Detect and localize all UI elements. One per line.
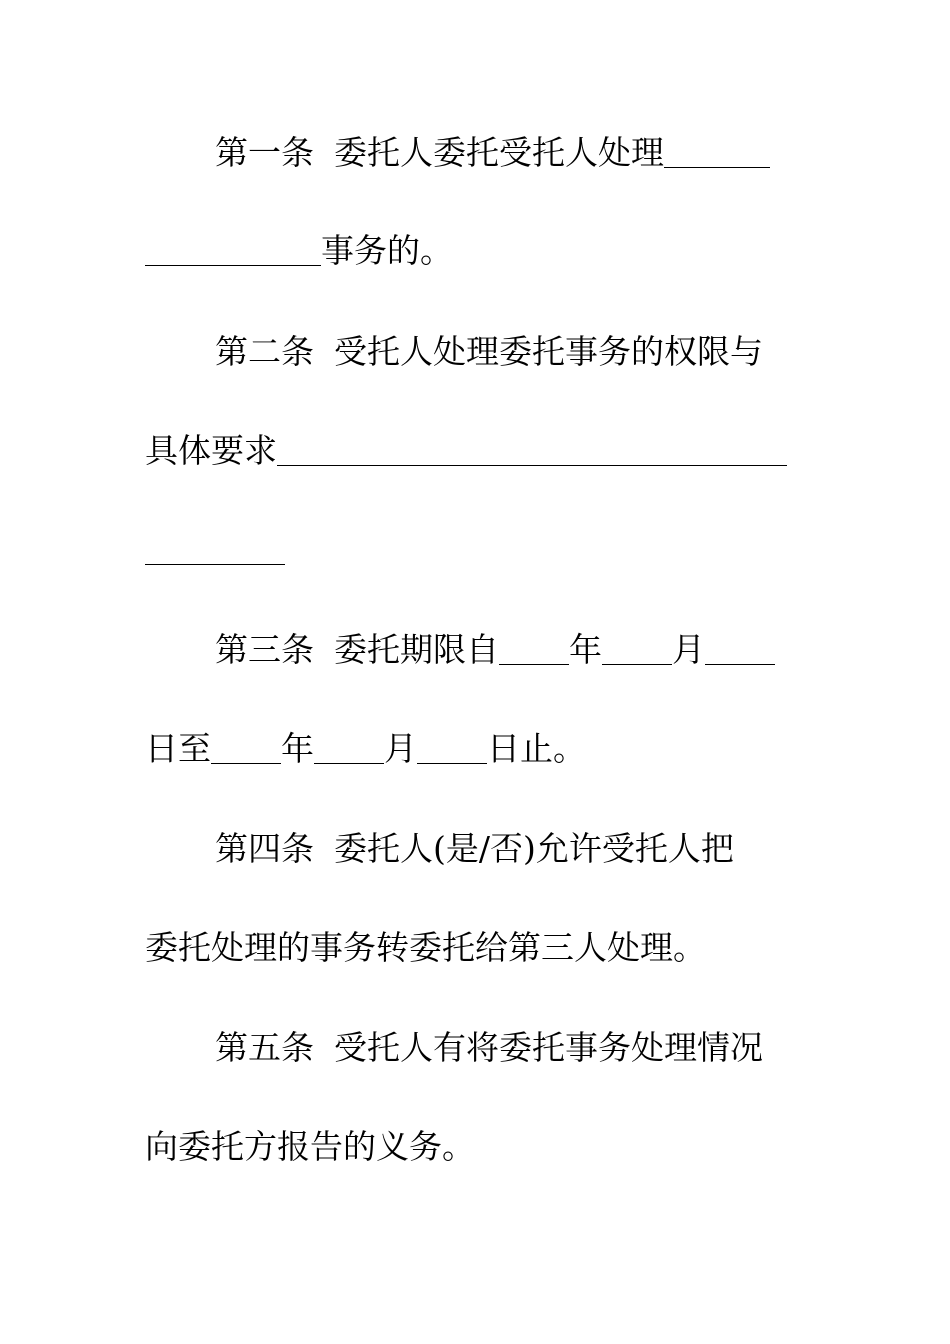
article-5-label: 第五条 — [215, 1028, 314, 1067]
article-1-line-1 — [145, 128, 795, 178]
article-4-label: 第四条 — [215, 829, 314, 868]
article-1-text: 委托人委托受托人处理 — [334, 133, 664, 172]
article-2-label: 第二条 — [215, 332, 314, 371]
end-month-blank[interactable] — [314, 763, 384, 764]
article-3-line-1 — [145, 625, 795, 675]
start-year-blank[interactable] — [499, 664, 569, 665]
article-1-blank-1[interactable] — [664, 167, 770, 168]
article-2-blank-2[interactable] — [145, 564, 285, 565]
article-5-text: 受托人有将委托事务处理情况 — [334, 1028, 763, 1067]
article-4-line-2 — [145, 923, 795, 973]
article-1-line-2 — [145, 226, 795, 276]
end-month-label: 月 — [384, 729, 417, 768]
end-year-blank[interactable] — [211, 763, 281, 764]
article-3-text: 委托期限自 — [334, 630, 499, 669]
article-2-text: 受托人处理委托事务的权限与 — [334, 332, 763, 371]
article-5-text-2: 向委托方报告的义务。 — [145, 1127, 475, 1166]
article-4-text: 委托人(是/否)允许受托人把 — [334, 829, 734, 868]
article-1-label: 第一条 — [215, 133, 314, 172]
end-day-label: 日止。 — [487, 729, 586, 768]
article-2-line-3 — [145, 525, 795, 575]
article-5-line-2 — [145, 1122, 795, 1172]
article-2-text-2: 具体要求 — [145, 431, 277, 470]
start-month-blank[interactable] — [602, 664, 672, 665]
end-year-label: 年 — [281, 729, 314, 768]
start-day-label: 日至 — [145, 729, 211, 768]
start-day-blank[interactable] — [705, 664, 775, 665]
start-year-label: 年 — [569, 630, 602, 669]
article-2-line-1 — [145, 327, 795, 377]
article-3-label: 第三条 — [215, 630, 314, 669]
start-month-label: 月 — [672, 630, 705, 669]
article-2-blank-1[interactable] — [277, 465, 787, 466]
article-4-line-1 — [145, 824, 795, 874]
article-3-line-2 — [145, 724, 795, 774]
end-day-blank[interactable] — [417, 763, 487, 764]
article-5-line-1 — [145, 1023, 795, 1073]
article-4-text-2: 委托处理的事务转委托给第三人处理。 — [145, 928, 706, 967]
article-1-text-end: 事务的。 — [321, 231, 453, 270]
article-2-line-2 — [145, 426, 795, 476]
article-1-blank-2[interactable] — [145, 265, 321, 266]
